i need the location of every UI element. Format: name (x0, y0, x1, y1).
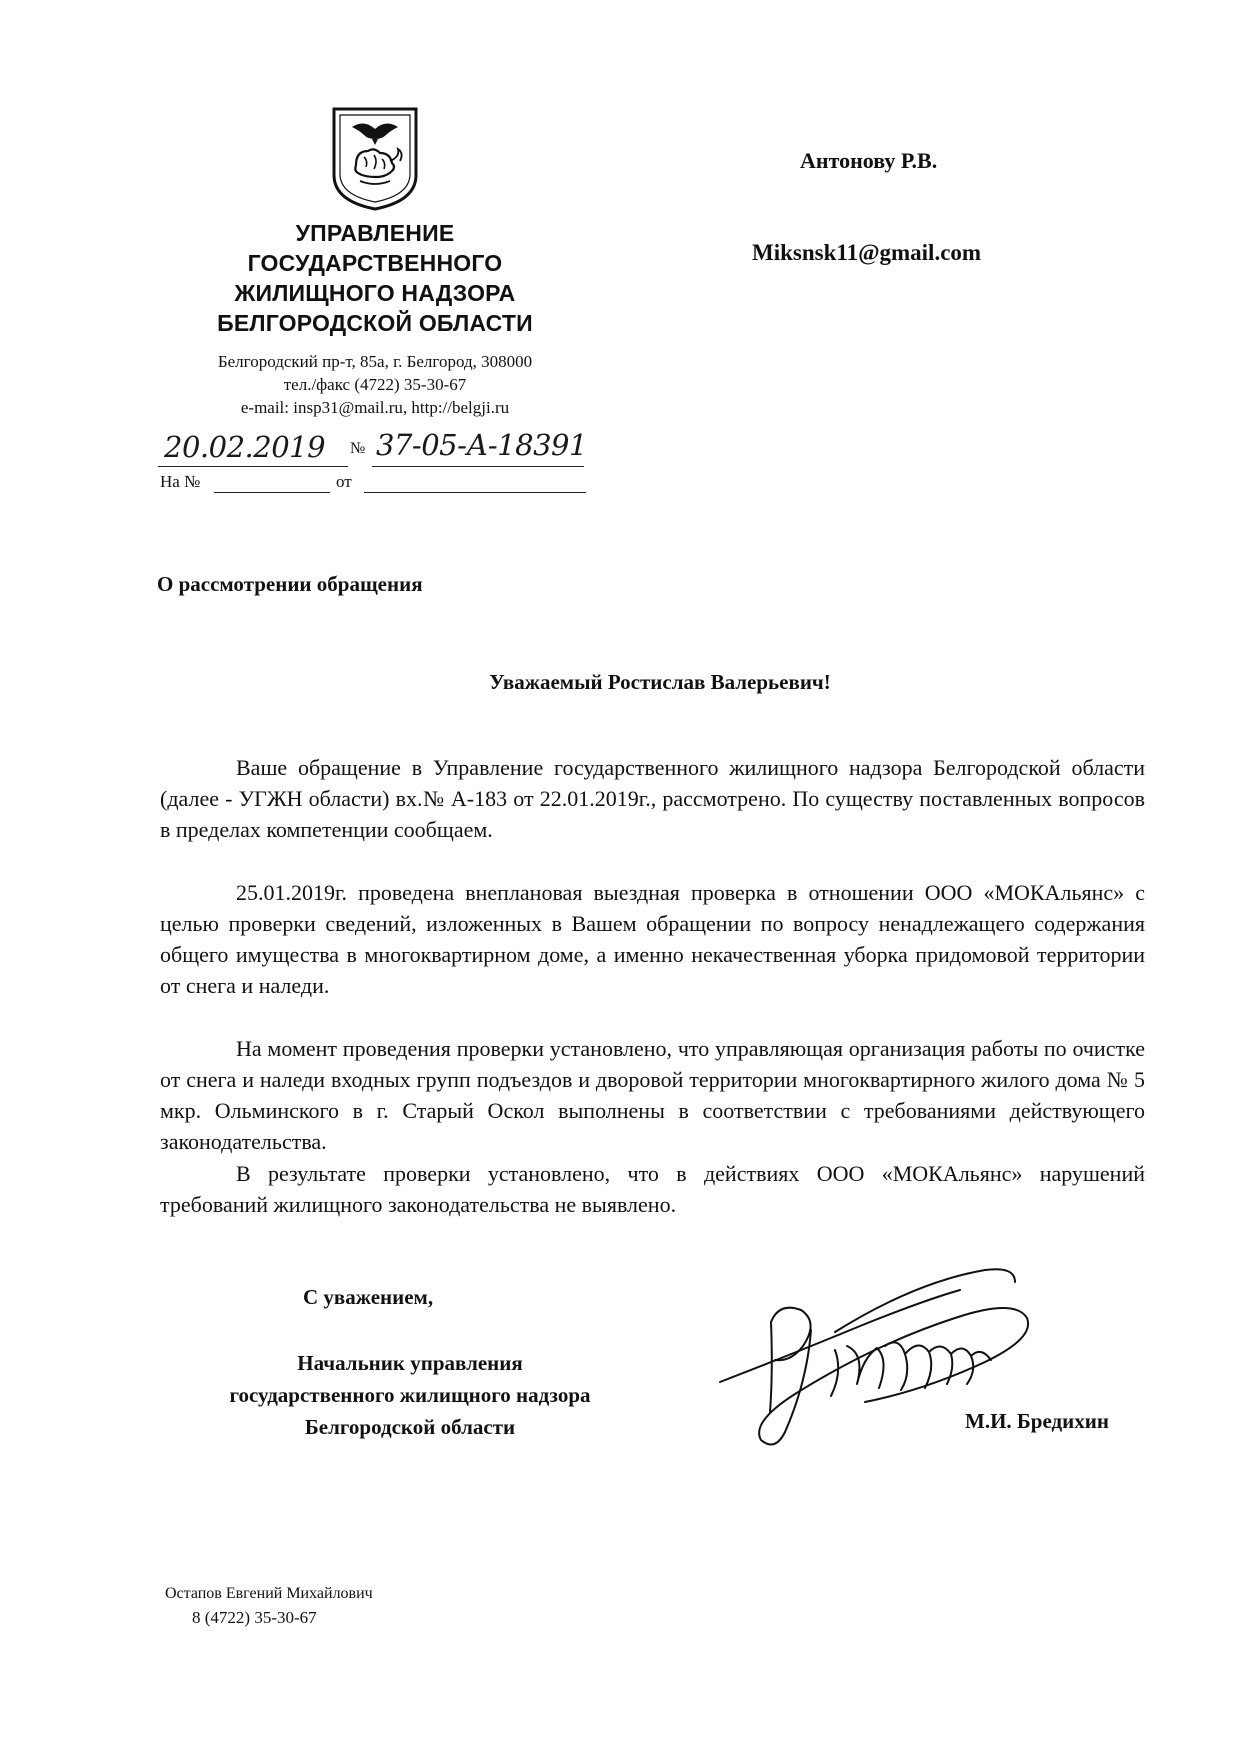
signatory-position-line-3: Белгородской области (304, 1415, 516, 1439)
salutation: Уважаемый Ростислав Валерьевич! (489, 670, 831, 694)
registration-number-sign: № (350, 440, 366, 457)
registration-number-line (372, 466, 584, 467)
org-name-line-4: БЕЛГОРОДСКОЙ ОБЛАСТИ (217, 310, 533, 336)
org-contacts: e-mail: insp31@mail.ru, http://belgji.ru (240, 398, 510, 417)
recipient-name: Антонову Р.В. (800, 148, 938, 173)
reference-date-blank (364, 492, 586, 493)
org-name-line-1: УПРАВЛЕНИЕ (295, 220, 455, 246)
registration-number: 37-05-А-18391 (376, 428, 587, 462)
executor-name: Остапов Евгений Михайлович (165, 1585, 373, 1602)
coat-of-arms-icon (330, 105, 420, 213)
signatory-name: М.И. Бредихин (965, 1409, 1109, 1433)
body-paragraph-1: Ваше обращение в Управление государственного жилищного надзора Белгородской области (далее - УГЖН области) вх.№ А-183 от 22.01.2019г., рассмотрено. По существу поставленных вопросов в пределах компетенции сообщаем. (160, 755, 1145, 842)
reference-number-label: На № (160, 472, 201, 491)
recipient-email: Miksnsk11@gmail.com (752, 240, 982, 265)
reference-date-label: от (336, 472, 352, 491)
executor-phone: 8 (4722) 35-30-67 (192, 1608, 317, 1627)
org-address: Белгородский пр-т, 85а, г. Белгород, 308000 (217, 352, 533, 371)
org-name-line-2: ГОСУДАРСТВЕННОГО (247, 250, 503, 276)
org-phone: тел./факс (4722) 35-30-67 (283, 375, 467, 394)
registration-date: 20.02.2019 (164, 430, 326, 464)
handwritten-signature (715, 1262, 1035, 1462)
letter-subject: О рассмотрении обращения (157, 572, 423, 596)
body-paragraph-4: В результате проверки установлено, что в действиях ООО «МОКАльянс» нарушений требований жилищного законодательства не выявлено. (160, 1161, 1145, 1217)
org-name-line-3: ЖИЛИЩНОГО НАДЗОРА (234, 280, 516, 306)
body-paragraph-2: 25.01.2019г. проведена внеплановая выездная проверка в отношении ООО «МОКАльянс» с целью проверки сведений, изложенных в Вашем обращении по вопросу ненадлежащего содержания общего имущества в многоквартирном доме, а именно некачественная уборка придомовой территории от снега и наледи. (160, 880, 1145, 998)
signatory-position-line-1: Начальник управления (297, 1351, 523, 1375)
registration-date-line (158, 466, 348, 467)
body-paragraph-3: На момент проведения проверки установлено, что управляющая организация работы по очистке от снега и наледи входных групп подъездов и дворовой территории многоквартирного жилого дома № 5 мкр. Ольминского в г. Старый Оскол выполнены в соответствии с требованиями действующего законодательства. (160, 1036, 1145, 1154)
signatory-position-line-2: государственного жилищного надзора (229, 1383, 591, 1407)
reference-number-blank (214, 492, 330, 493)
closing-phrase: С уважением, (303, 1285, 434, 1309)
